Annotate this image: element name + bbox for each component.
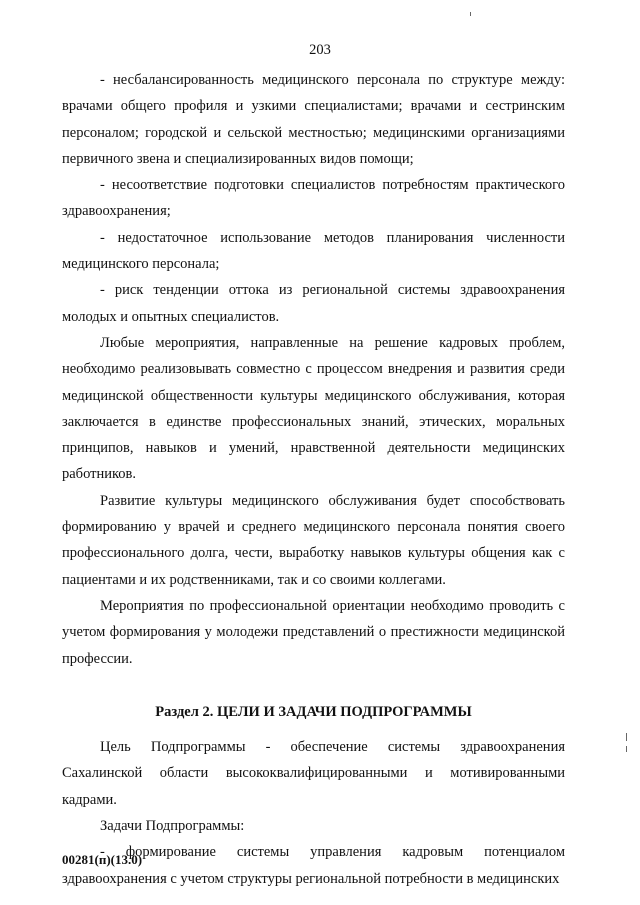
paragraph-task-1: - формирование системы управления кадровым потенциалом здравоохранения с учетом структуры региональной потребности в медицинских: [62, 844, 565, 887]
paragraph-culture-development: Развитие культуры медицинского обслуживания будет способствовать формированию у врачей и среднего медицинского персонала понятия своего профессионального долга, чести, выработку навыков культуры общения как с пациентами и их родственниками, так и со своими коллегами.: [62, 492, 565, 588]
scan-mark: [470, 12, 471, 16]
paragraph-measures: Любые мероприятия, направленные на решение кадровых проблем, необходимо реализовывать совместно с процессом внедрения и развития среди медицинской общественности культуры медицинского обслуживания, которая заключается в единстве профессиональных знаний, этических, моральных принципов, навыков и умений, нравственной деятельности медицинских работников.: [62, 334, 565, 483]
scan-mark: [626, 746, 627, 752]
section-heading: Раздел 2. ЦЕЛИ И ЗАДАЧИ ПОДПРОГРАММЫ: [155, 703, 472, 720]
paragraph-imbalance: - несбалансированность медицинского персонала по структуре между: врачами общего профиля и узкими специалистами; врачами и сестринским персоналом; городской и сельской местностью; медицинскими организациями первичного звена и специализированных видов помощи;: [62, 72, 565, 167]
paragraph-goal: Цель Подпрограммы - обеспечение системы здравоохранения Сахалинской области высококвалифицированными и мотивированными кадрами.: [62, 739, 565, 808]
paragraph-outflow-risk: - риск тенденции оттока из региональной системы здравоохранения молодых и опытных специалистов.: [62, 282, 565, 325]
paragraph-tasks-label: Задачи Подпрограммы:: [100, 818, 245, 835]
scan-mark: [626, 733, 627, 741]
paragraph-planning-methods: - недостаточное использование методов планирования численности медицинского персонала;: [62, 229, 565, 273]
paragraph-career-guidance: Мероприятия по профессиональной ориентации необходимо проводить с учетом формирования у молодежи представлений о престижности медицинской профессии.: [62, 597, 565, 667]
footer-code: 00281(п)(13.0): [62, 852, 143, 867]
page-number: 203: [309, 42, 331, 58]
paragraph-training-mismatch: - несоответствие подготовки специалистов потребностям практического здравоохранения;: [62, 177, 565, 220]
document-body: [62, 67, 565, 892]
